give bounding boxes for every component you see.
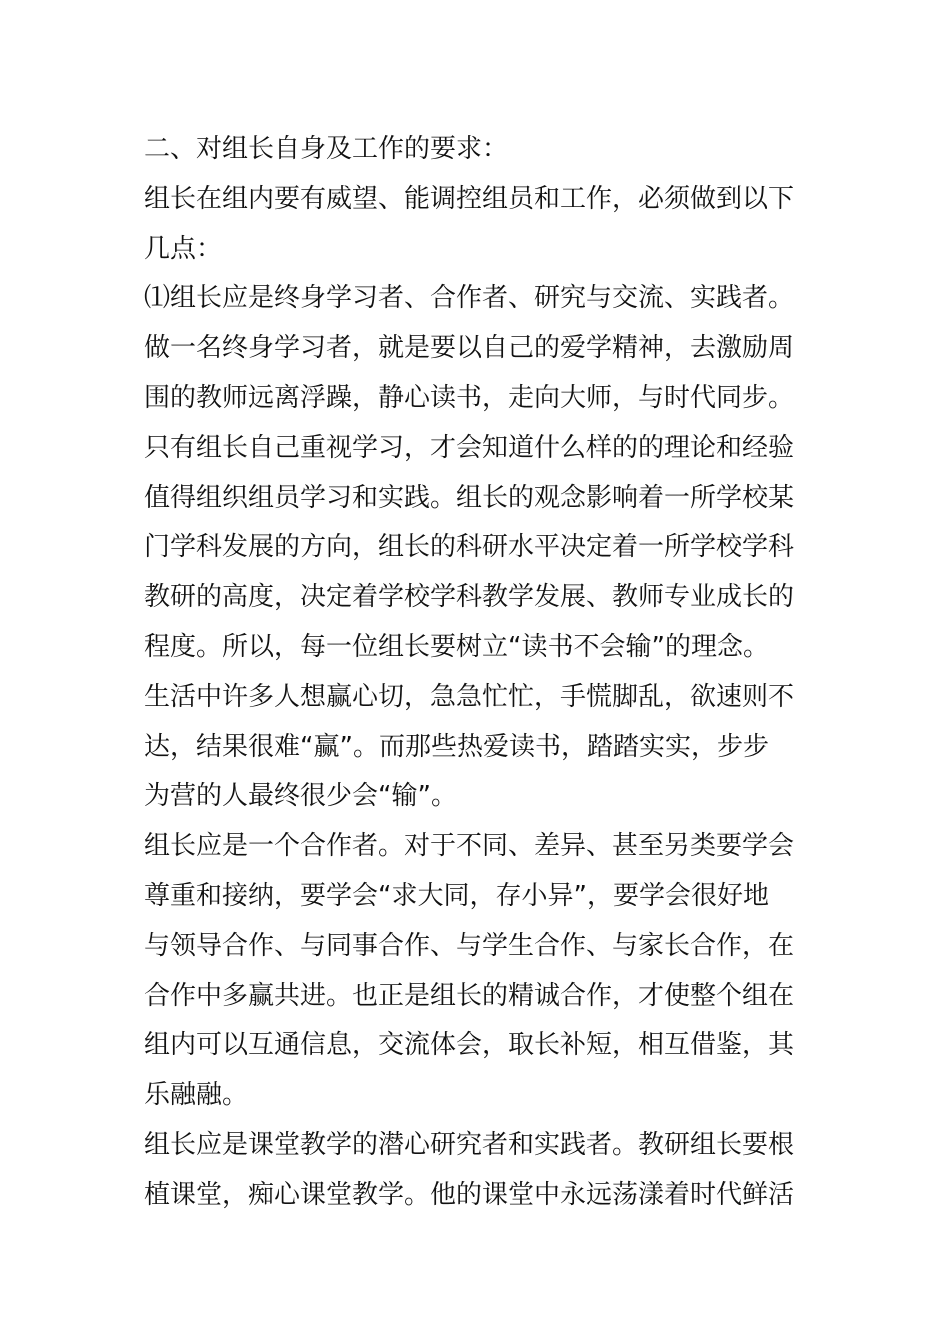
paragraph-line: 只有组长自己重视学习，才会知道什么样的的理论和经验 <box>144 432 795 463</box>
paragraph-line: 围的教师远离浮躁，静心读书，走向大师，与时代同步。 <box>144 382 795 413</box>
document-body <box>144 125 814 1221</box>
paragraph-line: 组长应是一个合作者。对于不同、差异、甚至另类要学会 <box>144 831 795 862</box>
paragraph-line: 组长应是课堂教学的潜心研究者和实践者。教研组长要根 <box>144 1129 795 1160</box>
paragraph-line: 门学科发展的方向，组长的科研水平决定着一所学校学科 <box>144 532 795 563</box>
paragraph-line: 做一名终身学习者，就是要以自己的爱学精神，去激励周 <box>144 333 795 364</box>
paragraph-line: 程度。所以，每一位组长要树立“读书不会输”的理念。 <box>144 631 769 662</box>
paragraph-line: 为营的人最终很少会“输”。 <box>144 781 457 812</box>
paragraph-line: 植课堂，痴心课堂教学。他的课堂中永远荡漾着时代鲜活 <box>144 1179 795 1210</box>
paragraph-line: 教研的高度，决定着学校学科教学发展、教师专业成长的 <box>144 582 795 613</box>
paragraph-line: 尊重和接纳，要学会“求大同，存小异”，要学会很好地 <box>144 880 769 911</box>
paragraph-line: 乐融融。 <box>144 1080 249 1111</box>
paragraph-line: 达，结果很难“赢”。而那些热爱读书，踏踏实实，步步 <box>144 731 769 762</box>
section-heading: 二、对组长自身及工作的要求： <box>144 134 509 164</box>
paragraph-line: 与领导合作、与同事合作、与学生合作、与家长合作，在 <box>144 930 795 961</box>
paragraph-line: 几点： <box>144 233 223 264</box>
paragraph-line: 值得组织组员学习和实践。组长的观念影响着一所学校某 <box>144 482 795 513</box>
paragraph-line: 合作中多赢共进。也正是组长的精诚合作，才使整个组在 <box>144 980 795 1011</box>
paragraph-line: 生活中许多人想赢心切，急急忙忙，手慌脚乱，欲速则不 <box>144 681 795 712</box>
paragraph-line: 组内可以互通信息，交流体会，取长补短，相互借鉴，其 <box>144 1030 795 1061</box>
paragraph-line: 组长在组内要有威望、能调控组员和工作，必须做到以下 <box>144 183 795 214</box>
paragraph-line: ⑴组长应是终身学习者、合作者、研究与交流、实践者。 <box>144 283 795 314</box>
